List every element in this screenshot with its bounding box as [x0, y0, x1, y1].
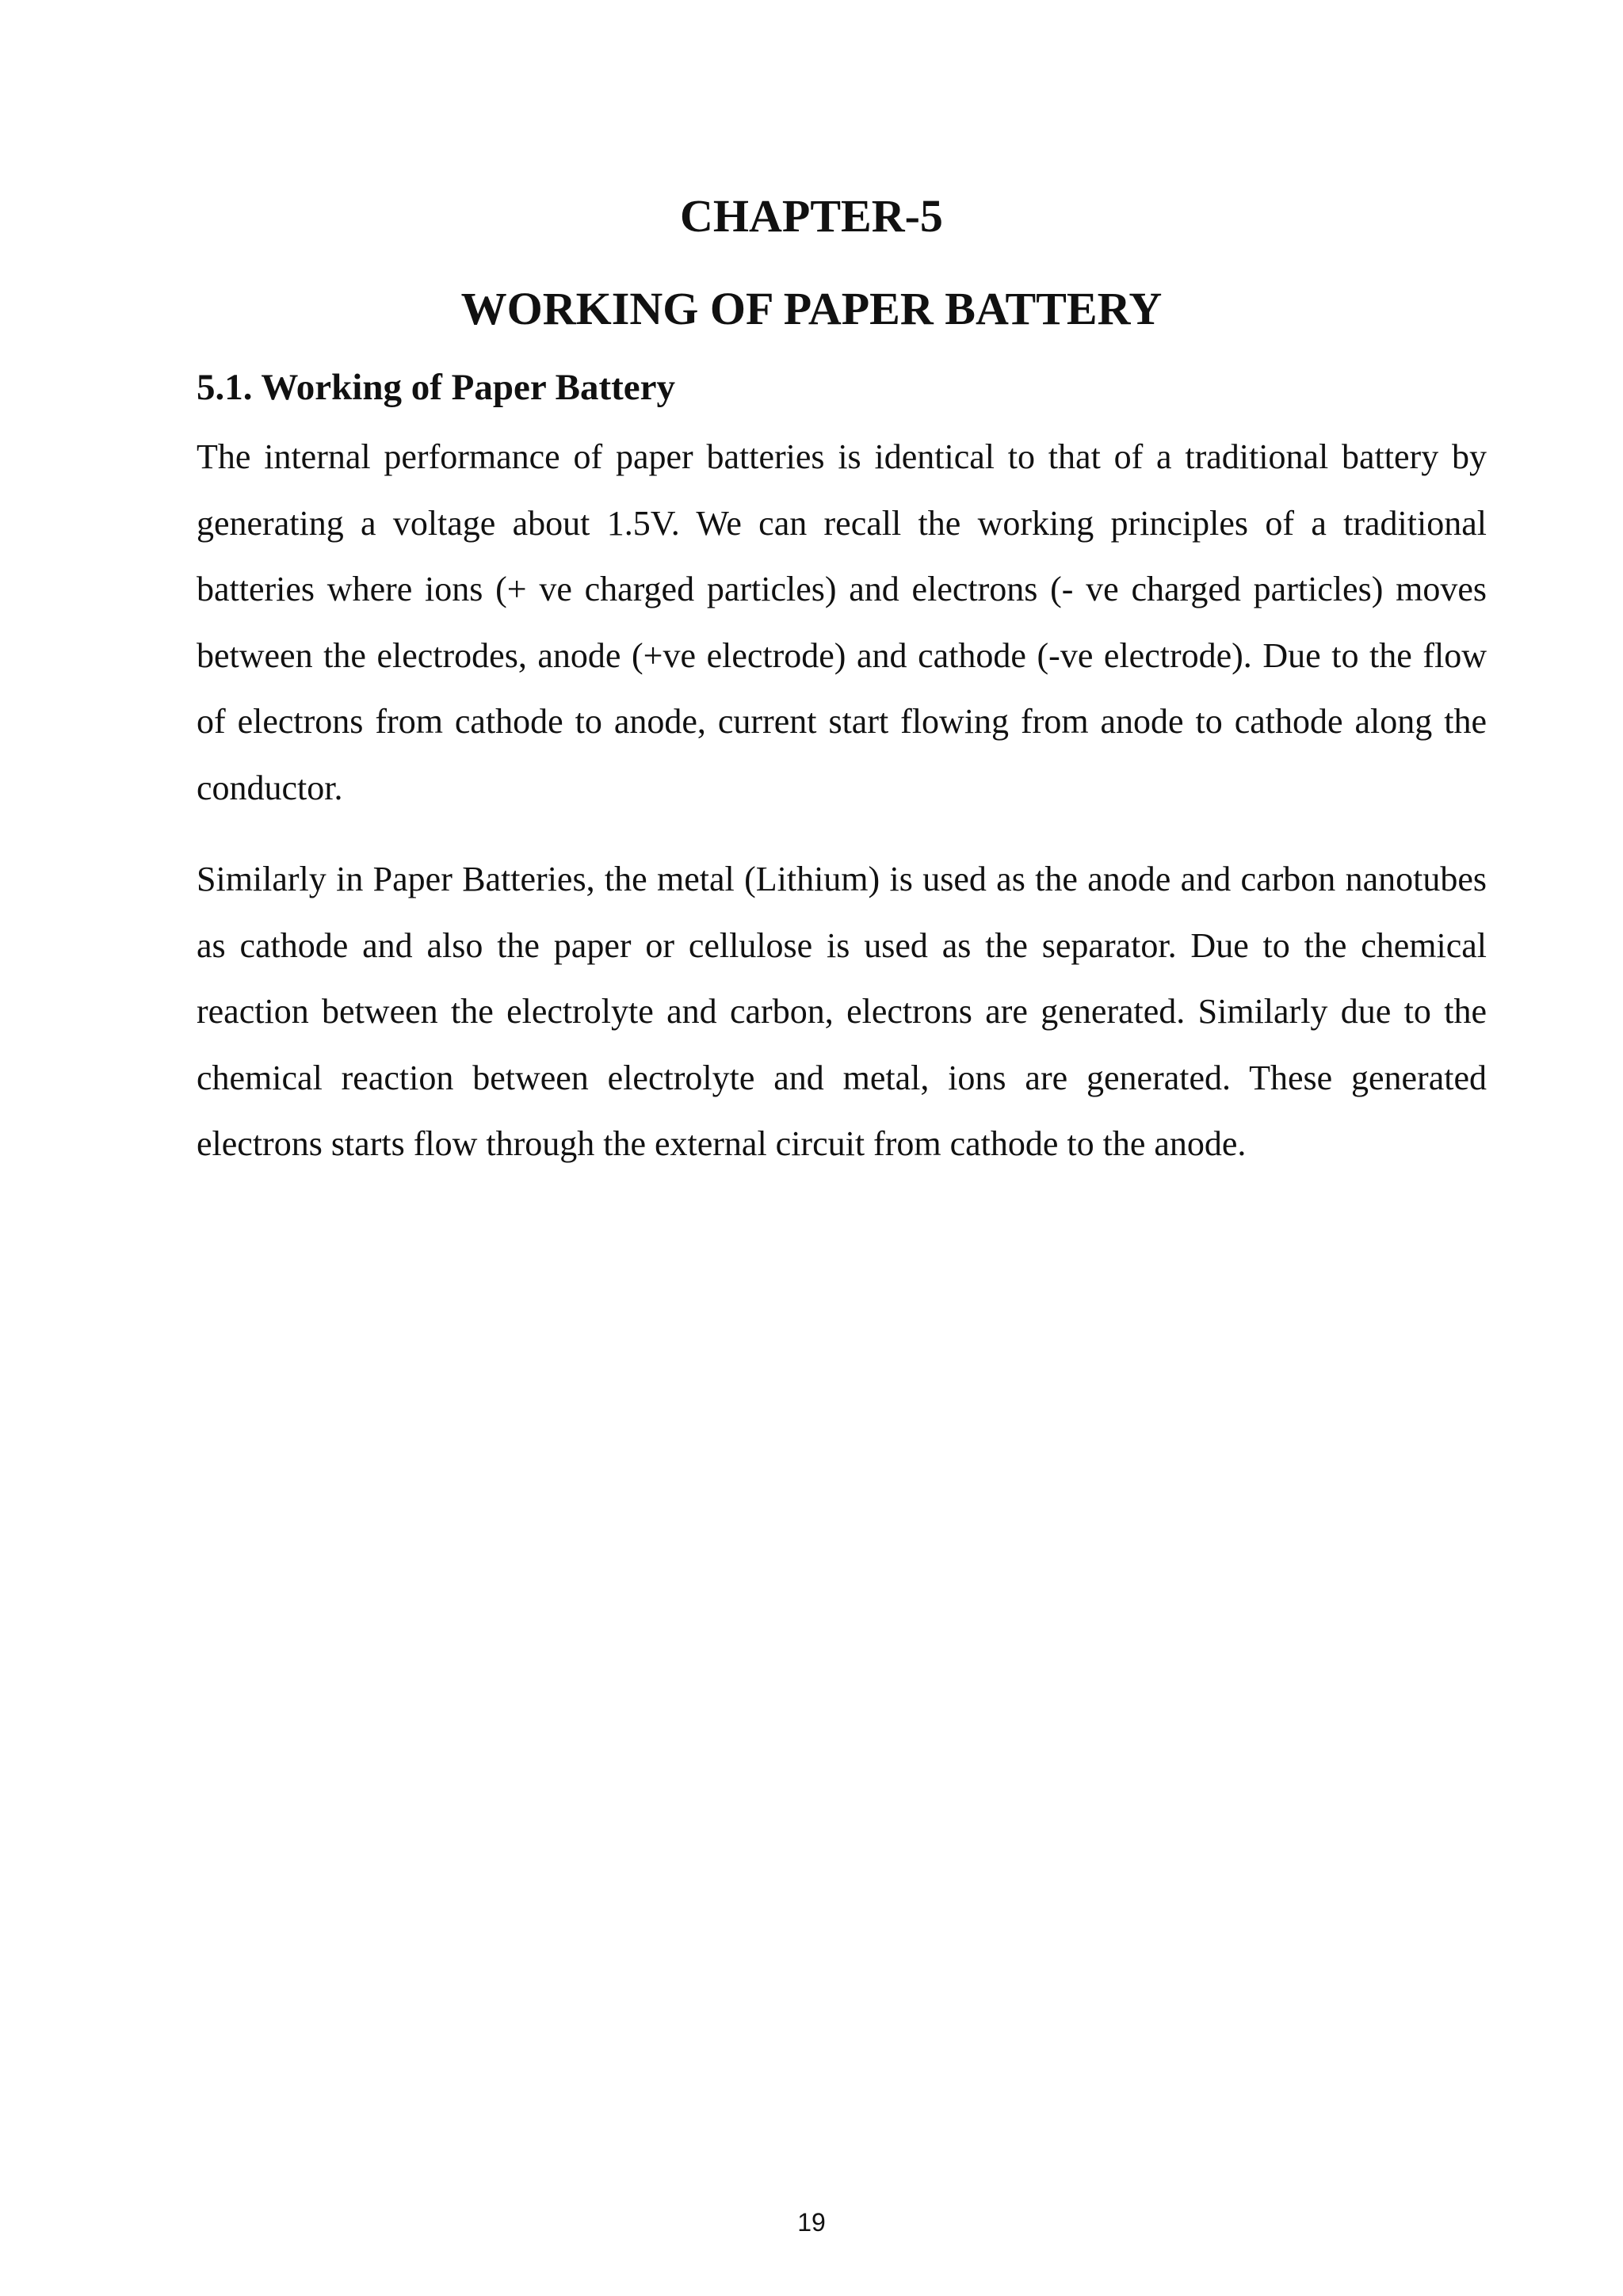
- chapter-number: CHAPTER-5: [680, 190, 943, 242]
- body-paragraph: Similarly in Paper Batteries, the metal (Lithium) is used as the anode and carbon nanotubes as cathode and also the paper or cellulose is used as the separator. Due to the chemical reaction between the electrolyte and carbon, electrons are generated. Similarly due to the chemical reaction between electrolyte and metal, ions are generated. These generated electrons starts flow through the external circuit from cathode to the anode.: [197, 860, 1487, 1163]
- chapter-title: WORKING OF PAPER BATTERY: [460, 283, 1163, 334]
- section-heading: 5.1. Working of Paper Battery: [197, 367, 676, 408]
- body-paragraph: The internal performance of paper batteries is identical to that of a traditional battery by generating a voltage about 1.5V. We can recall the working principles of a traditional batteries where ions (+ ve charged particles) and electrons (- ve charged particles) moves between the electrodes, anode (+ve electrode) and cathode (-ve electrode). Due to the flow of electrons from cathode to anode, current start flowing from anode to cathode along the conductor.: [197, 437, 1487, 807]
- page-number: 19: [797, 2208, 826, 2237]
